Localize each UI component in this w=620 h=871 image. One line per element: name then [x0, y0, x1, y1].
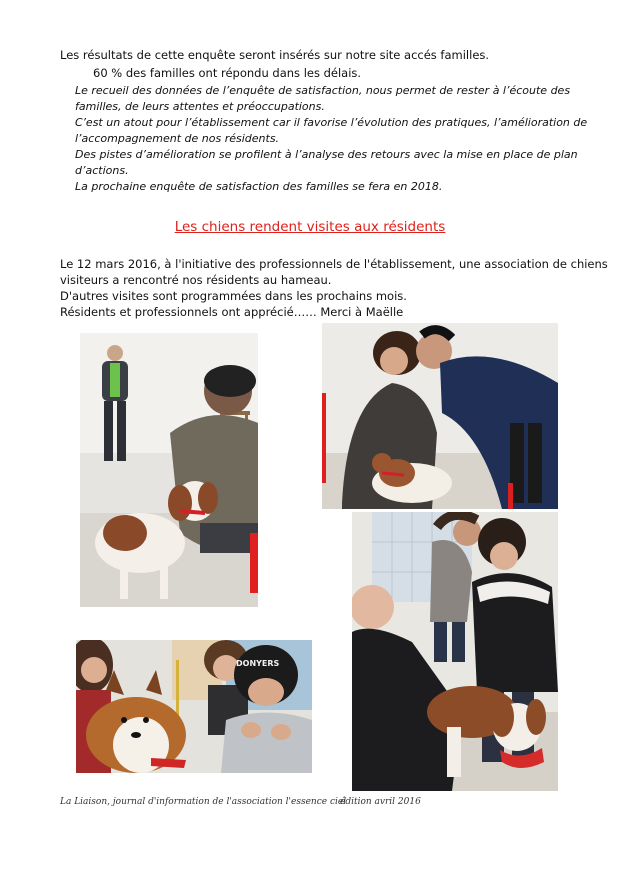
- helmet-brand-text: DONYERS: [236, 659, 280, 668]
- intro-line-results: Les résultats de cette enquête seront insérés sur notre site accés familles.: [60, 48, 490, 62]
- intro-italic-line: Des pistes d’amélioration se profilent à l’analyse des retours avec la mise en place de plan: [75, 148, 578, 161]
- article-line: D'autres visites sont programmées dans les prochains mois.: [60, 289, 407, 303]
- intro-italic-line: l’accompagnement de nos résidents.: [75, 132, 280, 145]
- intro-italic-line: C’est un atout pour l’établissement car il favorise l’évolution des pratiques, l’amélioration de: [75, 116, 588, 129]
- intro-italic-line: familles, de leurs attentes et préoccupations.: [75, 100, 325, 113]
- article-line: Le 12 mars 2016, à l'initiative des professionnels de l'établissement, une association de chiens: [60, 257, 608, 271]
- intro-line-percentage: 60 % des familles ont répondu dans les délais.: [93, 66, 362, 80]
- women-and-resident-with-sheltie-photo: [76, 640, 312, 773]
- residents-petting-dog-photo: [352, 512, 558, 791]
- intro-italic-line: Le recueil des données de l’enquête de satisfaction, nous permet de rester à l’écoute des: [75, 84, 571, 97]
- footer-journal-name: La Liaison, journal d'information de l'association l'essence ciel: [60, 797, 347, 807]
- article-title: Les chiens rendent visites aux résidents: [174, 219, 446, 235]
- article-line: visiteurs a rencontré nos résidents au hameau.: [60, 273, 332, 287]
- footer-edition: édition avril 2016: [340, 797, 421, 807]
- woman-and-man-petting-dog-photo: [322, 323, 558, 509]
- intro-italic-line: d’actions.: [75, 164, 129, 177]
- man-kneeling-with-dog-photo: [80, 333, 258, 607]
- article-line: Résidents et professionnels ont apprécié…… Merci à Maëlle: [60, 305, 404, 319]
- intro-italic-line: La prochaine enquête de satisfaction des familles se fera en 2018.: [75, 180, 443, 193]
